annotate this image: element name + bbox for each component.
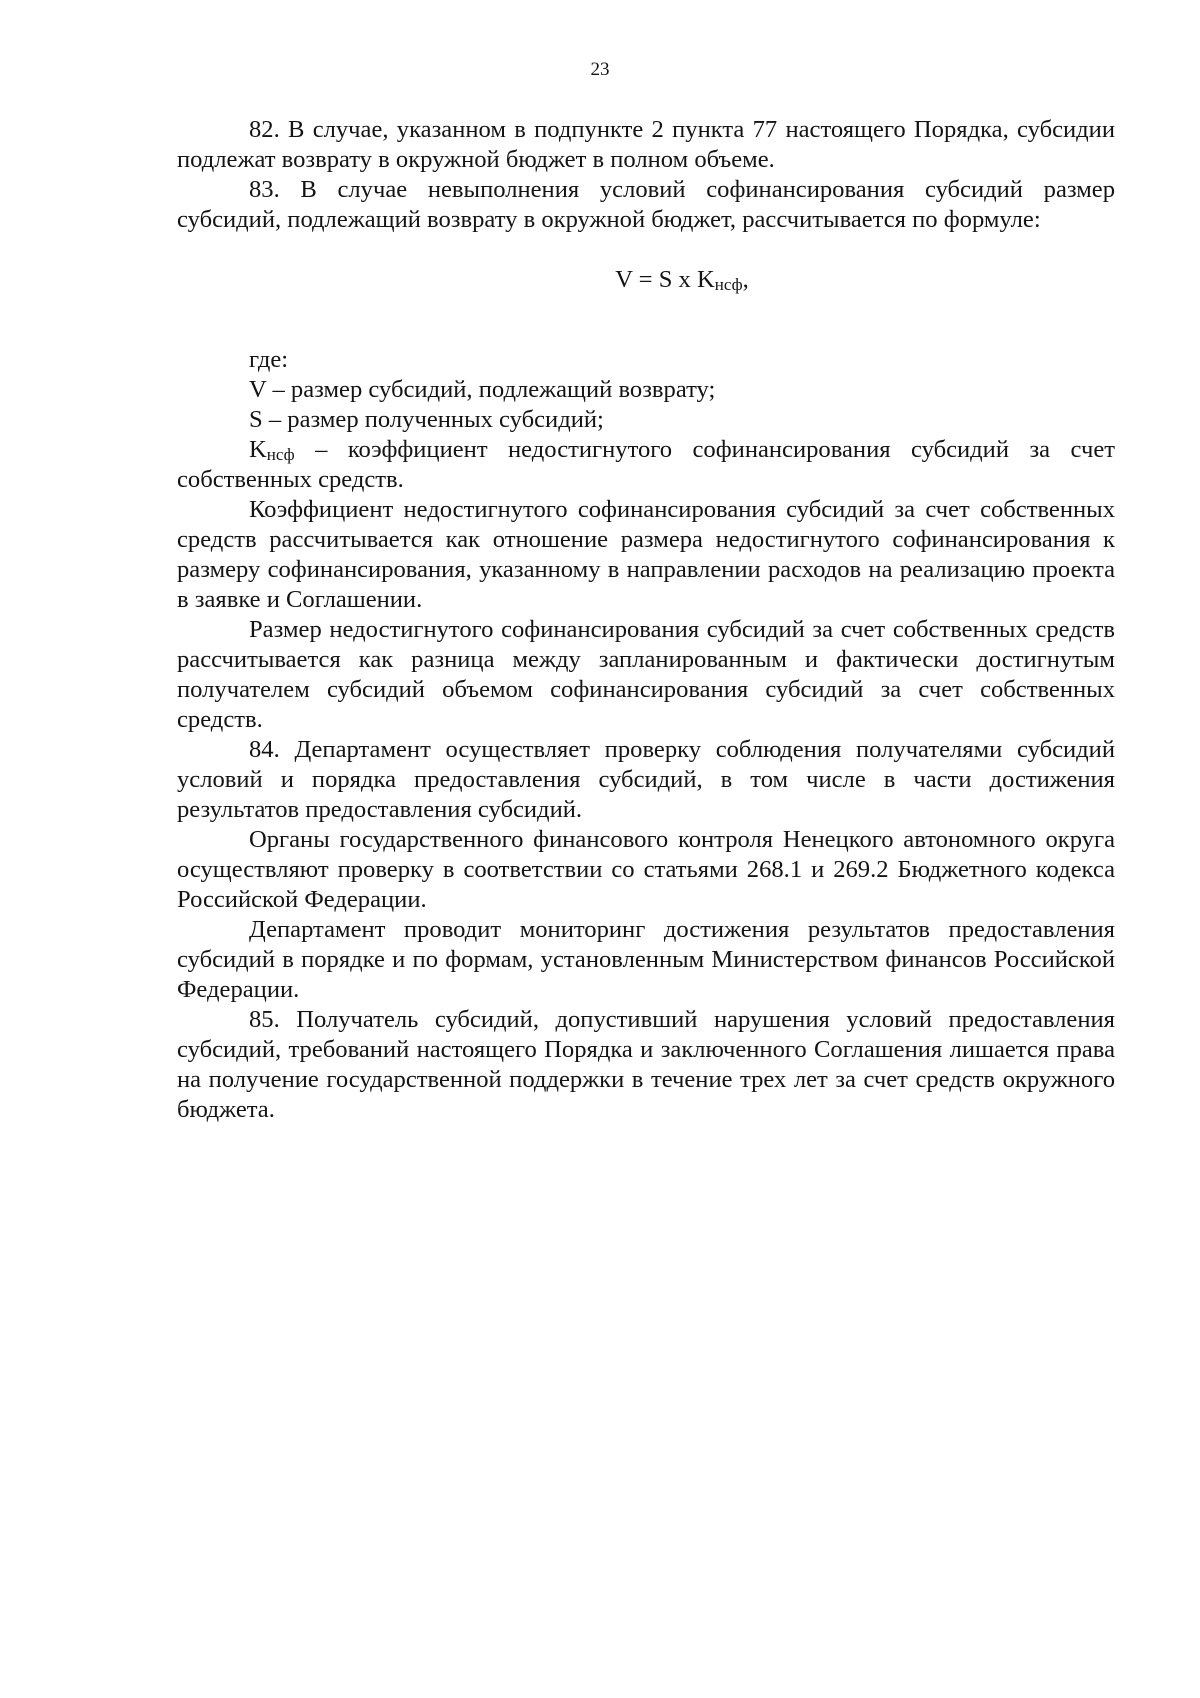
definition-k-text: – коэффициент недостигнутого софинансирования субсидий за счет собственных средств. <box>177 436 1115 493</box>
document-body <box>177 115 1115 1125</box>
definition-s: S – размер полученных субсидий; <box>249 406 604 433</box>
page-number: 23 <box>590 59 610 80</box>
paragraph-coefficient: Коэффициент недостигнутого софинансирования субсидий за счет собственных средств рассчитывается как отношение размера недостигнутого софинансирования к размеру софинансирования, указанному в направлении расходов на реализацию проекта в заявке и Соглашении. <box>177 496 1115 613</box>
definition-v: V – размер субсидий, подлежащий возврату; <box>249 376 716 403</box>
formula-suffix: , <box>742 266 749 293</box>
paragraph-85: 85. Получатель субсидий, допустивший нарушения условий предоставления субсидий, требований настоящего Порядка и заключенного Соглашения лишается права на получение государственной поддержки в течение трех лет за счет средств окружного бюджета. <box>177 1006 1115 1123</box>
where-label: где: <box>249 346 289 373</box>
formula-main: V = S x K <box>615 266 715 293</box>
formula <box>177 265 1115 295</box>
definition-k-symbol: K <box>249 436 267 463</box>
paragraph-83: 83. В случае невыполнения условий софинансирования субсидий размер субсидий, подлежащий возврату в окружной бюджет, рассчитывается по формуле: <box>177 176 1115 233</box>
paragraph-82: 82. В случае, указанном в подпункте 2 пункта 77 настоящего Порядка, субсидии подлежат возврату в окружной бюджет в полном объеме. <box>177 116 1115 173</box>
paragraph-monitoring: Департамент проводит мониторинг достижения результатов предоставления субсидий в порядке и по формам, установленным Министерством финансов Российской Федерации. <box>177 916 1115 1003</box>
formula-subscript: нсф <box>714 275 743 294</box>
paragraph-financial-control: Органы государственного финансового контроля Ненецкого автономного округа осуществляют проверку в соответствии со статьями 268.1 и 269.2 Бюджетного кодекса Российской Федерации. <box>177 826 1115 913</box>
definition-k <box>177 435 1115 495</box>
definition-k-subscript: нсф <box>266 445 295 464</box>
paragraph-84: 84. Департамент осуществляет проверку соблюдения получателями субсидий условий и порядка предоставления субсидий, в том числе в части достижения результатов предоставления субсидий. <box>177 736 1115 823</box>
paragraph-shortfall-size: Размер недостигнутого софинансирования субсидий за счет собственных средств рассчитывается как разница между запланированным и фактически достигнутым получателем субсидий объемом софинансирования субсидий за счет собственных средств. <box>177 616 1115 733</box>
